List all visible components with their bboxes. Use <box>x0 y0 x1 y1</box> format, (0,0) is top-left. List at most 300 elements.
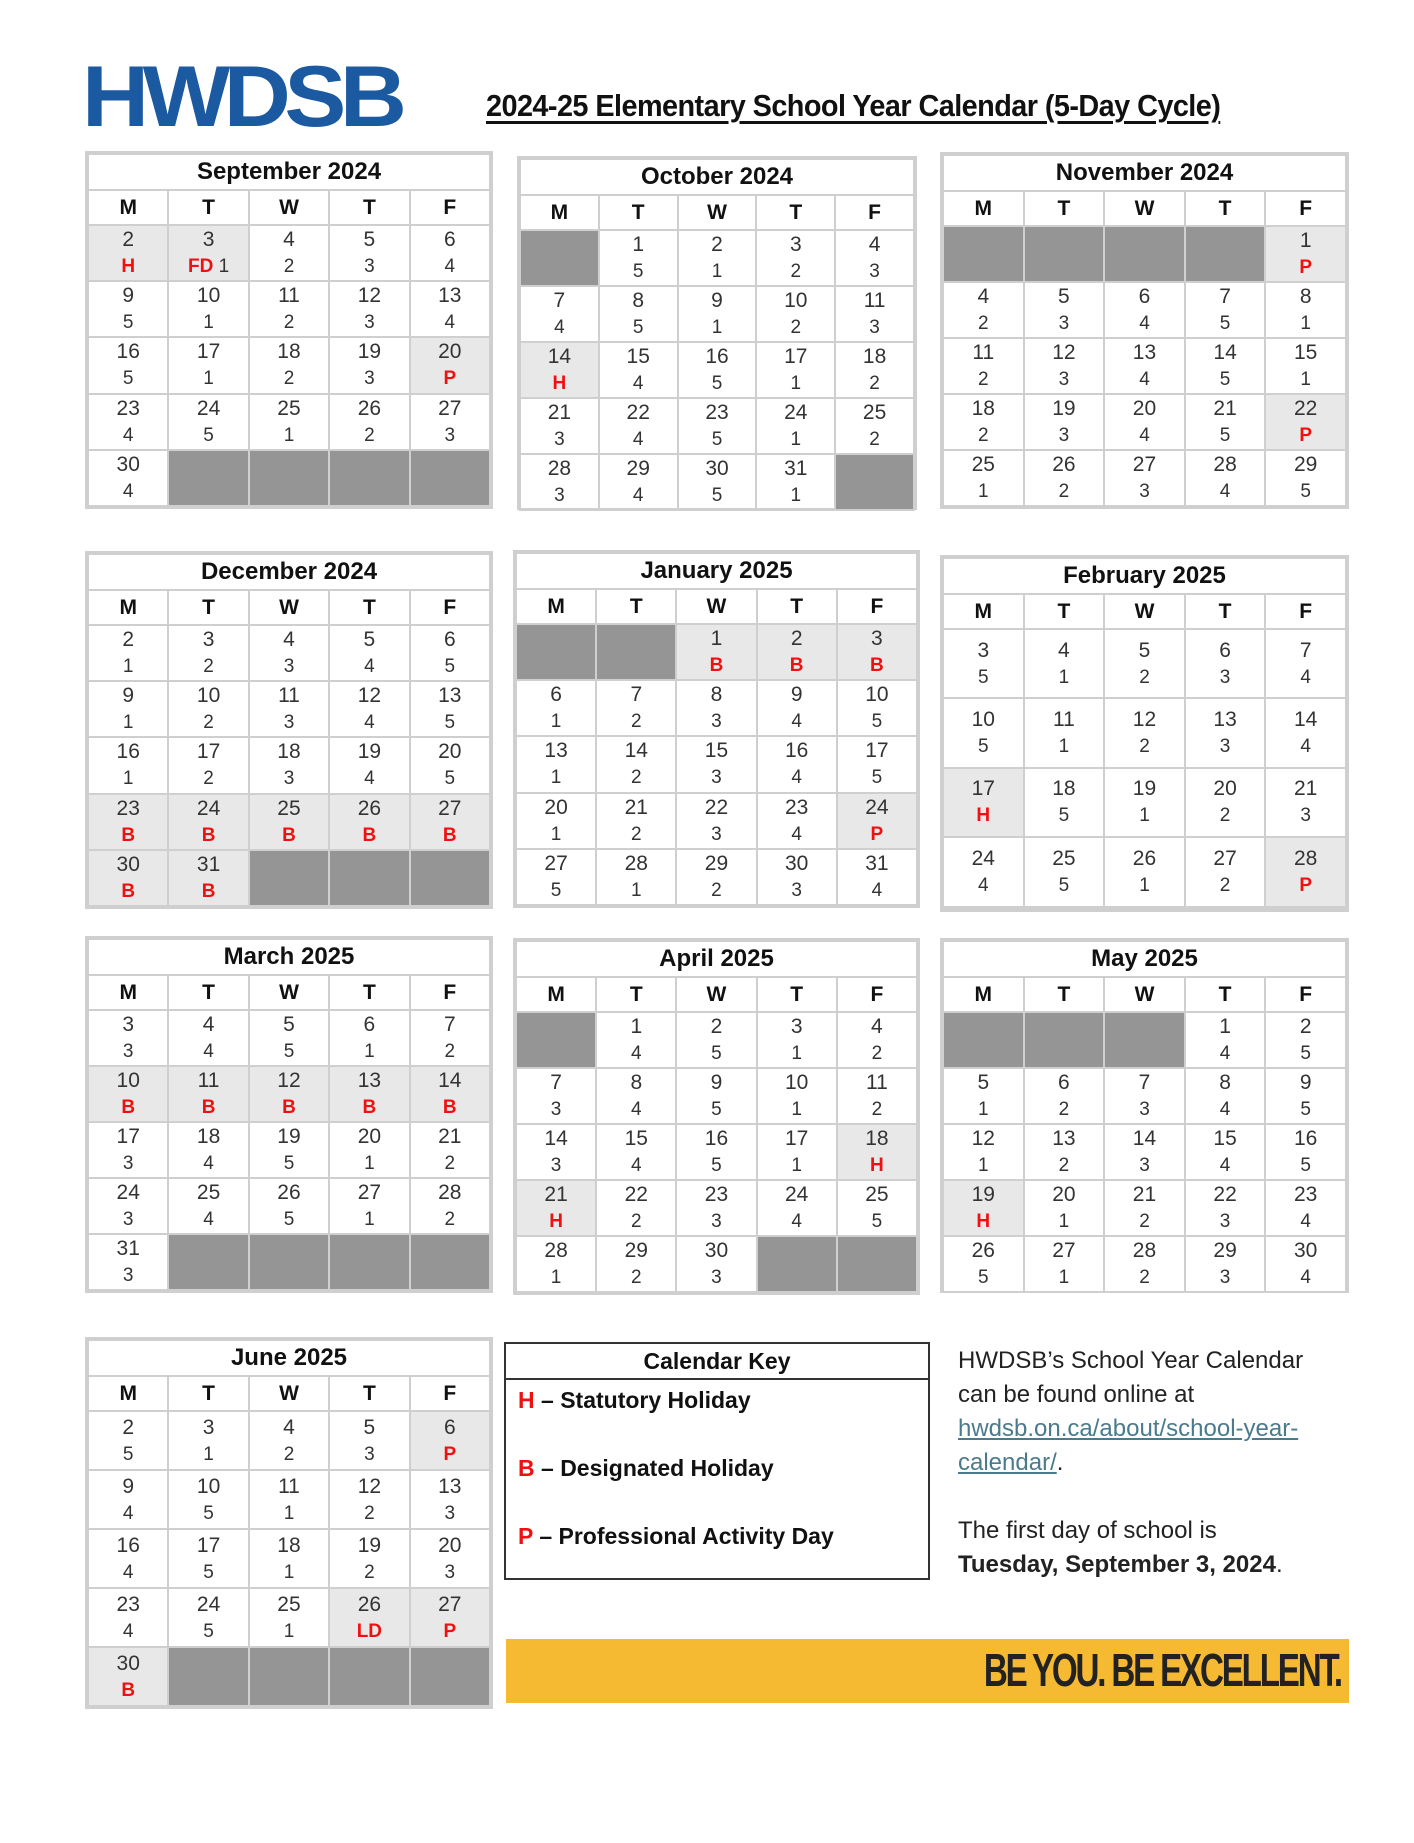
day-cell[interactable] <box>676 680 756 736</box>
day-cell[interactable] <box>1024 450 1105 506</box>
day-cell[interactable] <box>676 793 756 849</box>
day-cell[interactable] <box>329 1066 409 1122</box>
day-cell[interactable] <box>410 1066 490 1122</box>
day-cell[interactable] <box>88 1470 168 1529</box>
day-cell[interactable] <box>596 1180 676 1236</box>
day-number: 2 <box>790 627 803 651</box>
day-number: 7 <box>550 1071 562 1094</box>
day-cell[interactable] <box>676 736 756 792</box>
day-cell[interactable] <box>1265 394 1346 450</box>
day-number: 21 <box>1213 397 1237 420</box>
cycle-day <box>757 482 834 509</box>
day-cell[interactable] <box>1104 450 1185 506</box>
week-row <box>516 1124 917 1180</box>
day-number: 3 <box>871 627 883 651</box>
cycle-day <box>838 1096 916 1123</box>
cycle-number: 2 <box>1058 481 1070 502</box>
day-cell[interactable] <box>1185 837 1266 906</box>
day-cell[interactable] <box>1185 1068 1266 1124</box>
day-cell[interactable] <box>1185 1180 1266 1236</box>
day-cell[interactable] <box>837 680 917 736</box>
day-cell[interactable] <box>249 1411 329 1470</box>
week-row <box>516 624 917 680</box>
day-cell[interactable] <box>596 849 676 905</box>
day-cell[interactable] <box>520 398 599 454</box>
day-cell[interactable] <box>410 1178 490 1234</box>
cycle-number: 4 <box>364 656 375 678</box>
day-cell[interactable] <box>1104 837 1185 906</box>
day-cell[interactable] <box>835 342 914 398</box>
day-cell[interactable] <box>168 625 248 681</box>
day-cell[interactable] <box>168 394 248 450</box>
cycle-day <box>1105 422 1184 449</box>
day-cell[interactable] <box>516 849 596 905</box>
cycle-day <box>944 478 1023 505</box>
day-cell[interactable] <box>249 737 329 793</box>
day-cell[interactable] <box>88 1178 168 1234</box>
day-cell[interactable] <box>249 1122 329 1178</box>
day-cell[interactable] <box>837 793 917 849</box>
day-cell[interactable] <box>756 230 835 286</box>
day-cell[interactable] <box>1185 338 1266 394</box>
cycle-number: 3 <box>1058 369 1070 390</box>
day-cell[interactable] <box>676 1012 756 1068</box>
day-code: H <box>976 1211 991 1232</box>
day-cell[interactable] <box>1265 338 1346 394</box>
day-cell[interactable] <box>88 450 168 506</box>
day-cell[interactable] <box>676 1124 756 1180</box>
day-cell[interactable] <box>329 1411 409 1470</box>
day-cell[interactable] <box>757 1068 837 1124</box>
day-cell[interactable] <box>599 342 678 398</box>
day-cell[interactable] <box>410 1411 490 1470</box>
empty-day-cell <box>249 1234 329 1290</box>
day-cell[interactable] <box>520 342 599 398</box>
day-cell[interactable] <box>410 681 490 737</box>
day-cell[interactable] <box>1185 450 1266 506</box>
day-cell[interactable] <box>1265 1012 1346 1068</box>
day-cell[interactable] <box>329 337 409 393</box>
day-cell[interactable] <box>837 1012 917 1068</box>
day-cell[interactable] <box>168 225 248 281</box>
empty-day-cell <box>520 230 599 286</box>
day-cell[interactable] <box>249 1470 329 1529</box>
day-cell[interactable] <box>943 394 1024 450</box>
empty-day-cell <box>596 624 676 680</box>
day-cell[interactable] <box>1265 1124 1346 1180</box>
day-number: 16 <box>784 739 809 763</box>
day-cell[interactable] <box>249 794 329 850</box>
cycle-number: 4 <box>871 879 883 901</box>
day-cell[interactable] <box>1104 1068 1185 1124</box>
day-cell[interactable] <box>249 1588 329 1647</box>
day-number: 24 <box>784 401 808 424</box>
day-cell[interactable] <box>249 281 329 337</box>
day-cell[interactable] <box>249 625 329 681</box>
cycle-number: 5 <box>283 1041 295 1062</box>
day-cell[interactable] <box>596 793 676 849</box>
day-cell[interactable] <box>1265 450 1346 506</box>
day-cell[interactable] <box>249 1178 329 1234</box>
day-cell[interactable] <box>1104 282 1185 338</box>
day-cell[interactable] <box>599 230 678 286</box>
day-cell[interactable] <box>88 1529 168 1588</box>
week-row <box>520 230 914 286</box>
day-cell[interactable] <box>329 281 409 337</box>
day-cell[interactable] <box>678 342 757 398</box>
day-cell[interactable] <box>756 286 835 342</box>
cycle-day <box>597 1096 675 1123</box>
day-cell[interactable] <box>756 342 835 398</box>
cycle-number: 5 <box>122 312 134 334</box>
cycle-number: 4 <box>630 1043 642 1064</box>
cycle-number: 2 <box>871 1043 883 1064</box>
day-cell[interactable] <box>943 1236 1024 1292</box>
day-cell[interactable] <box>678 230 757 286</box>
day-cell[interactable] <box>837 1068 917 1124</box>
day-cell[interactable] <box>520 286 599 342</box>
day-cell[interactable] <box>1265 282 1346 338</box>
day-cell[interactable] <box>757 680 837 736</box>
day-cell[interactable] <box>88 281 168 337</box>
day-cell[interactable] <box>329 1588 409 1647</box>
cycle-day <box>169 253 247 280</box>
key-label: – Statutory Holiday <box>534 1387 751 1413</box>
day-cell[interactable] <box>410 625 490 681</box>
day-number: 3 <box>790 1015 803 1038</box>
day-cell[interactable] <box>1265 1236 1346 1292</box>
day-cell[interactable] <box>1024 1068 1105 1124</box>
day-cell[interactable] <box>88 1647 168 1706</box>
cycle-day <box>169 1206 247 1233</box>
key-item-professional-activity-day <box>506 1516 928 1584</box>
day-cell[interactable] <box>516 1180 596 1236</box>
day-cell[interactable] <box>1024 1124 1105 1180</box>
cycle-number: 4 <box>1139 425 1150 446</box>
day-cell[interactable] <box>410 794 490 850</box>
day-number: 5 <box>363 228 376 252</box>
day-cell[interactable] <box>1185 282 1266 338</box>
day-cell[interactable] <box>168 850 248 906</box>
cycle-number: 3 <box>1139 481 1150 502</box>
day-cell[interactable] <box>1104 629 1185 698</box>
day-cell[interactable] <box>596 736 676 792</box>
day-cell[interactable] <box>1185 768 1266 837</box>
cycle-number: 5 <box>1058 805 1070 827</box>
day-cell[interactable] <box>1104 768 1185 837</box>
day-cell[interactable] <box>757 1180 837 1236</box>
day-cell[interactable] <box>757 736 837 792</box>
day-cell[interactable] <box>1024 837 1105 906</box>
day-cell[interactable] <box>1265 698 1346 767</box>
day-cell[interactable] <box>88 1010 168 1066</box>
day-cell[interactable] <box>1104 394 1185 450</box>
day-cell[interactable] <box>329 394 409 450</box>
day-cell[interactable] <box>1024 282 1105 338</box>
day-cell[interactable] <box>943 1180 1024 1236</box>
day-cell[interactable] <box>757 849 837 905</box>
empty-day-cell <box>943 907 1024 910</box>
day-cell[interactable] <box>249 1010 329 1066</box>
cycle-number: 3 <box>122 1041 134 1062</box>
day-cell[interactable] <box>249 337 329 393</box>
day-cell[interactable] <box>676 624 756 680</box>
cycle-number: 2 <box>283 312 295 334</box>
weekday-header: T <box>329 190 409 225</box>
day-number: 5 <box>1058 285 1070 308</box>
day-number: 30 <box>704 1239 729 1262</box>
day-cell[interactable] <box>943 837 1024 906</box>
day-cell[interactable] <box>516 736 596 792</box>
day-cell[interactable] <box>943 768 1024 837</box>
day-number: 30 <box>116 452 140 476</box>
day-cell[interactable] <box>88 1066 168 1122</box>
day-cell[interactable] <box>596 1124 676 1180</box>
cycle-day <box>1105 366 1184 393</box>
day-cell[interactable] <box>678 454 757 510</box>
day-cell[interactable] <box>1185 698 1266 767</box>
day-cell[interactable] <box>410 394 490 450</box>
day-cell[interactable] <box>1104 698 1185 767</box>
cycle-day <box>838 708 916 735</box>
day-cell[interactable] <box>676 1068 756 1124</box>
day-cell[interactable] <box>88 1411 168 1470</box>
day-cell[interactable] <box>1024 338 1105 394</box>
day-cell[interactable] <box>410 737 490 793</box>
day-cell[interactable] <box>88 681 168 737</box>
day-cell[interactable] <box>329 1529 409 1588</box>
cycle-number: 1 <box>790 485 802 506</box>
day-cell[interactable] <box>329 1470 409 1529</box>
day-cell[interactable] <box>1104 1180 1185 1236</box>
day-cell[interactable] <box>1265 1068 1346 1124</box>
day-cell[interactable] <box>88 737 168 793</box>
day-cell[interactable] <box>837 1124 917 1180</box>
day-cell[interactable] <box>329 225 409 281</box>
day-cell[interactable] <box>599 454 678 510</box>
day-cell[interactable] <box>835 398 914 454</box>
cycle-day <box>944 1096 1023 1123</box>
day-cell[interactable] <box>168 794 248 850</box>
day-cell[interactable] <box>410 1588 490 1647</box>
day-cell[interactable] <box>1265 768 1346 837</box>
day-cell[interactable] <box>168 1411 248 1470</box>
cycle-day <box>250 253 328 280</box>
day-cell[interactable] <box>88 625 168 681</box>
day-cell[interactable] <box>837 1180 917 1236</box>
calendar-link[interactable]: hwdsb.on.ca/about/school-year- <box>958 1415 1299 1442</box>
cycle-number: 4 <box>203 1209 214 1230</box>
day-cell[interactable] <box>329 681 409 737</box>
weekday-header: F <box>410 590 490 625</box>
day-cell[interactable] <box>516 1068 596 1124</box>
day-cell[interactable] <box>168 737 248 793</box>
day-cell[interactable] <box>329 737 409 793</box>
day-cell[interactable] <box>410 1470 490 1529</box>
day-cell[interactable] <box>168 1588 248 1647</box>
day-cell[interactable] <box>410 1010 490 1066</box>
day-cell[interactable] <box>943 450 1024 506</box>
cycle-day <box>169 1618 247 1645</box>
day-cell[interactable] <box>249 394 329 450</box>
day-cell[interactable] <box>249 1066 329 1122</box>
day-cell[interactable] <box>1024 394 1105 450</box>
day-cell[interactable] <box>596 1236 676 1292</box>
cycle-day <box>517 1208 595 1235</box>
cycle-day <box>758 652 836 679</box>
day-cell[interactable] <box>943 282 1024 338</box>
day-number: 5 <box>1138 638 1151 662</box>
day-cell[interactable] <box>168 1529 248 1588</box>
day-cell[interactable] <box>516 793 596 849</box>
day-number: 21 <box>624 795 648 819</box>
day-cell[interactable] <box>599 398 678 454</box>
day-cell[interactable] <box>88 337 168 393</box>
day-cell[interactable] <box>837 624 917 680</box>
day-cell[interactable] <box>249 681 329 737</box>
day-number: 20 <box>438 340 462 364</box>
day-cell[interactable] <box>837 736 917 792</box>
cycle-day <box>89 422 167 449</box>
day-cell[interactable] <box>943 698 1024 767</box>
cycle-number: 4 <box>1139 369 1150 390</box>
day-cell[interactable] <box>410 225 490 281</box>
empty-day-cell <box>1024 226 1105 282</box>
cycle-day <box>758 1040 836 1067</box>
calendar-link-cont[interactable]: calendar/ <box>958 1449 1057 1476</box>
day-cell[interactable] <box>88 1234 168 1290</box>
day-cell[interactable] <box>168 337 248 393</box>
day-cell[interactable] <box>520 454 599 510</box>
day-cell[interactable] <box>1104 1124 1185 1180</box>
cycle-number: 5 <box>632 261 644 282</box>
cycle-day <box>411 709 489 736</box>
day-cell[interactable] <box>168 1122 248 1178</box>
day-cell[interactable] <box>88 794 168 850</box>
day-cell[interactable] <box>329 625 409 681</box>
day-cell[interactable] <box>329 1010 409 1066</box>
day-cell[interactable] <box>168 1066 248 1122</box>
day-cell[interactable] <box>757 1124 837 1180</box>
day-cell[interactable] <box>1265 1180 1346 1236</box>
day-cell[interactable] <box>88 1122 168 1178</box>
day-cell[interactable] <box>168 281 248 337</box>
day-cell[interactable] <box>1185 629 1266 698</box>
day-cell[interactable] <box>88 225 168 281</box>
day-cell[interactable] <box>1265 226 1346 282</box>
day-cell[interactable] <box>1024 698 1105 767</box>
day-cell[interactable] <box>329 794 409 850</box>
day-cell[interactable] <box>1024 768 1105 837</box>
day-cell[interactable] <box>678 286 757 342</box>
weekday-header: W <box>249 190 329 225</box>
day-cell[interactable] <box>1024 629 1105 698</box>
day-cell[interactable] <box>516 1124 596 1180</box>
day-cell[interactable] <box>943 1124 1024 1180</box>
cycle-number: 5 <box>711 373 723 394</box>
day-cell[interactable] <box>88 1588 168 1647</box>
day-cell[interactable] <box>757 793 837 849</box>
day-cell[interactable] <box>1185 1012 1266 1068</box>
day-cell[interactable] <box>410 281 490 337</box>
cycle-number: 3 <box>364 368 375 390</box>
day-cell[interactable] <box>676 849 756 905</box>
day-cell[interactable] <box>596 1012 676 1068</box>
day-cell[interactable] <box>249 225 329 281</box>
day-number: 5 <box>363 628 376 652</box>
day-cell[interactable] <box>249 1529 329 1588</box>
day-cell[interactable] <box>1185 394 1266 450</box>
day-cell[interactable] <box>676 1236 756 1292</box>
day-number: 10 <box>196 284 221 308</box>
cycle-day <box>600 482 677 509</box>
day-cell[interactable] <box>943 1068 1024 1124</box>
day-cell[interactable] <box>88 394 168 450</box>
cycle-day <box>944 1152 1023 1179</box>
day-cell[interactable] <box>329 1122 409 1178</box>
day-cell[interactable] <box>1185 1124 1266 1180</box>
day-cell[interactable] <box>837 849 917 905</box>
day-cell[interactable] <box>1024 1180 1105 1236</box>
cycle-number: 1 <box>364 1153 375 1174</box>
day-number: 4 <box>868 233 881 256</box>
week-row <box>516 736 917 792</box>
day-cell[interactable] <box>516 680 596 736</box>
day-cell[interactable] <box>1265 629 1346 698</box>
day-cell[interactable] <box>599 286 678 342</box>
week-row <box>88 394 490 450</box>
day-cell[interactable] <box>835 230 914 286</box>
day-cell[interactable] <box>1265 837 1346 906</box>
day-cell[interactable] <box>676 1180 756 1236</box>
day-number: 27 <box>1213 846 1237 870</box>
weekday-header: T <box>329 975 409 1010</box>
day-cell[interactable] <box>1185 1236 1266 1292</box>
day-number: 2 <box>711 233 723 256</box>
week-row <box>88 1411 490 1470</box>
day-cell[interactable] <box>516 1236 596 1292</box>
day-cell[interactable] <box>943 629 1024 698</box>
cycle-day <box>1266 422 1345 449</box>
day-cell[interactable] <box>1024 1236 1105 1292</box>
cycle-number: 2 <box>364 1502 375 1524</box>
day-cell[interactable] <box>410 337 490 393</box>
day-cell[interactable] <box>596 1068 676 1124</box>
day-cell[interactable] <box>1104 1236 1185 1292</box>
day-cell[interactable] <box>168 1178 248 1234</box>
day-cell[interactable] <box>168 1010 248 1066</box>
day-cell[interactable] <box>678 398 757 454</box>
day-cell[interactable] <box>329 1178 409 1234</box>
day-cell[interactable] <box>410 1122 490 1178</box>
day-cell[interactable] <box>757 624 837 680</box>
day-cell[interactable] <box>757 1012 837 1068</box>
day-cell[interactable] <box>756 398 835 454</box>
day-cell[interactable] <box>88 850 168 906</box>
day-cell[interactable] <box>596 680 676 736</box>
day-cell[interactable] <box>943 338 1024 394</box>
day-cell[interactable] <box>1104 338 1185 394</box>
day-number: 12 <box>1132 708 1157 732</box>
cycle-day <box>250 309 328 336</box>
day-cell[interactable] <box>168 1470 248 1529</box>
day-cell[interactable] <box>410 1529 490 1588</box>
day-cell[interactable] <box>756 454 835 510</box>
cycle-day <box>838 821 916 848</box>
day-cell[interactable] <box>835 286 914 342</box>
day-code: B <box>201 880 216 902</box>
day-cell[interactable] <box>168 681 248 737</box>
